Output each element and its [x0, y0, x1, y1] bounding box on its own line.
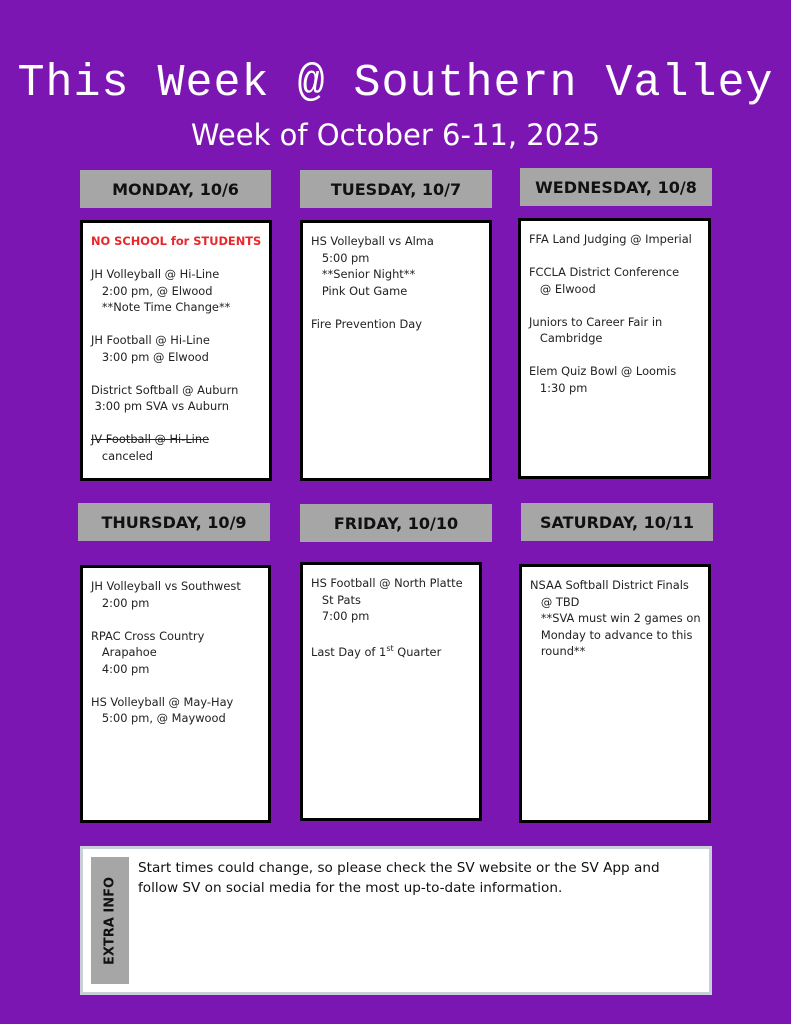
day-header-thursday: THURSDAY, 10/9: [78, 503, 270, 541]
event-line: HS Volleyball @ May-Hay: [91, 694, 234, 709]
event-line: JH Volleyball @ Hi-Line: [91, 267, 220, 281]
spacer-line: [529, 297, 700, 314]
spacer-line: [91, 316, 261, 333]
event-line: NSAA Softball District Finals: [530, 578, 689, 592]
spacer-line: [91, 677, 260, 694]
event-line: Fire Prevention Day: [311, 316, 422, 331]
event-line: @ TBD: [530, 594, 580, 609]
day-header-wednesday: WEDNESDAY, 10/8: [520, 168, 712, 206]
day-box-friday: [300, 562, 482, 821]
event-line: [311, 641, 471, 660]
day-header-monday: MONDAY, 10/6: [80, 170, 271, 208]
day-header-friday: FRIDAY, 10/10: [300, 504, 492, 542]
event-line: FFA Land Judging @ Imperial: [529, 232, 692, 246]
event-line: Monday to advance to this: [530, 627, 693, 642]
spacer-line: [91, 611, 260, 628]
spacer-line: [91, 365, 261, 382]
day-box-monday: [80, 220, 272, 481]
event-line: JH Volleyball vs Southwest: [91, 579, 241, 593]
day-box-saturday: [519, 564, 711, 823]
event-line: @ Elwood: [529, 281, 596, 296]
event-line: HS Volleyball vs Alma: [311, 234, 434, 248]
event-line: St Pats: [311, 592, 361, 607]
spacer-line: [91, 415, 261, 432]
event-line: Elem Quiz Bowl @ Loomis: [529, 364, 677, 378]
event-line: 2:00 pm: [91, 595, 150, 610]
spacer-line: [311, 625, 471, 642]
day-box-tuesday: [300, 220, 492, 481]
event-line: District Softball @ Auburn: [91, 382, 239, 397]
extra-info-panel: [80, 846, 712, 995]
event-line: **Note Time Change**: [91, 300, 231, 314]
day-header-tuesday: TUESDAY, 10/7: [300, 170, 492, 208]
event-line: Arapahoe: [91, 645, 157, 659]
spacer-line: [529, 248, 700, 265]
day-box-thursday: [80, 565, 271, 823]
event-line: 4:00 pm: [91, 661, 150, 676]
extra-info-text: Start times could change, so please check the SV website or the SV App and follow SV on social media for the most up-to-date information.: [138, 860, 660, 896]
event-line: **SVA must win 2 games on: [530, 611, 701, 625]
event-line: 7:00 pm: [311, 609, 370, 623]
extra-info-label: EXTRA INFO: [102, 876, 118, 965]
event-line: Pink Out Game: [311, 283, 408, 298]
event-text-after: Quarter: [393, 644, 442, 659]
event-line: 5:00 pm: [311, 250, 370, 265]
event-line: 1:30 pm: [529, 380, 588, 395]
spacer-line: [529, 347, 700, 364]
event-line: NO SCHOOL for STUDENTS: [91, 234, 262, 248]
week-subtitle: Week of October 6-11, 2025: [190, 118, 601, 152]
event-line: round**: [530, 644, 586, 658]
event-line: Juniors to Career Fair in: [529, 314, 663, 329]
event-line: RPAC Cross Country: [91, 628, 205, 643]
event-line: FCCLA District Conference: [529, 265, 680, 279]
day-box-wednesday: [518, 218, 711, 479]
event-line: 2:00 pm, @ Elwood: [91, 283, 213, 298]
event-line: 3:00 pm SVA vs Auburn: [91, 399, 229, 413]
event-line: **Senior Night**: [311, 267, 416, 281]
spacer-line: [91, 250, 261, 267]
event-line: HS Football @ North Platte: [311, 576, 463, 590]
event-line: canceled: [91, 448, 153, 463]
spacer-line: [311, 299, 481, 316]
event-line: Cambridge: [529, 331, 603, 345]
event-line: JV Football @ Hi-Line: [91, 432, 210, 446]
event-line: 5:00 pm, @ Maywood: [91, 711, 226, 725]
page-title: This Week @ Southern Valley: [17, 58, 774, 109]
extra-info-tab: [91, 857, 129, 984]
event-line: 3:00 pm @ Elwood: [91, 349, 209, 364]
event-text: Last Day of 1: [311, 644, 387, 659]
day-header-saturday: SATURDAY, 10/11: [521, 503, 713, 541]
event-line: JH Football @ Hi-Line: [91, 333, 210, 347]
ordinal-suffix: st: [386, 644, 394, 653]
